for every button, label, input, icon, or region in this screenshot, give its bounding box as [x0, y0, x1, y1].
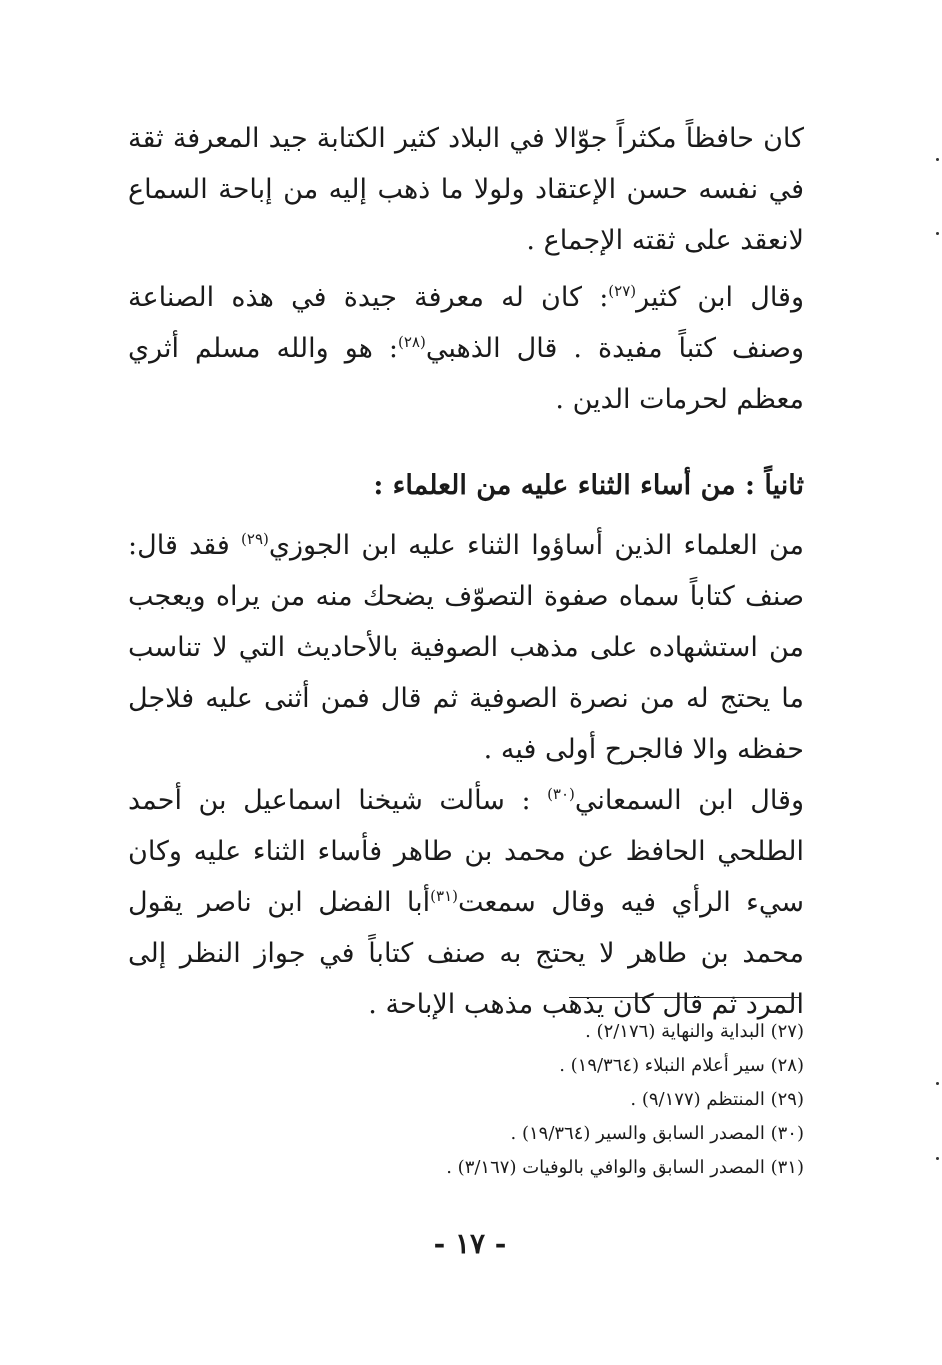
- footnote-30: (٣٠) المصدر السابق والسير (١٩/٣٦٤) .: [510, 1123, 804, 1144]
- footnotes: [300, 1015, 804, 1185]
- paragraph-2-text-3: : هو والله مسلم أثري معظم لحرمات الدين .: [128, 333, 804, 415]
- paragraph-3: [128, 520, 864, 775]
- footnote-ref-30: (٣٠): [547, 785, 575, 803]
- footnote-ref-29: (٢٩): [241, 530, 269, 548]
- footnote-27: (٢٧) البداية والنهاية (٢/١٧٦) .: [585, 1021, 804, 1042]
- paragraph-2-text-2: : كان له معرفة جيدة في هذه الصناعة وصنف كتباً مفيدة . قال الذهبي: [128, 282, 804, 364]
- footnote-28: (٢٨) سير أعلام النبلاء (١٩/٣٦٤) .: [559, 1055, 804, 1076]
- margin-mark: [936, 158, 939, 161]
- paragraph-4-text-2: : سألت شيخنا اسماعيل بن أحمد الطلحي الحافظ عن محمد بن طاهر فأساء الثناء عليه وكان سيء الرأي فيه وقال سمعت: [128, 785, 804, 918]
- margin-mark: [936, 232, 939, 235]
- section-heading: ثانياً : من أساء الثناء عليه من العلماء :: [373, 470, 804, 501]
- footnote-29: (٢٩) المنتظم (٩/١٧٧) .: [630, 1089, 804, 1110]
- paragraph-4: [128, 775, 864, 1030]
- page-number: - ١٧ -: [433, 1227, 507, 1260]
- paragraph-2: [128, 272, 864, 425]
- footnote-ref-31: (٣١): [430, 887, 459, 905]
- paragraph-1-text: كان حافظاً مكثراً جوّالا في البلاد كثير الكتابة جيد المعرفة ثقة في نفسه حسن الإعتقاد ولولا ما ذهب إليه من إباحة السماع لانعقد على ثقته الإجماع .: [128, 123, 804, 256]
- paragraph-2-text-1: وقال ابن كثير: [636, 282, 804, 313]
- margin-mark: [936, 1157, 939, 1160]
- paragraph-1: [128, 113, 864, 266]
- paragraph-4-text-3: أبا الفضل ابن ناصر يقول محمد بن طاهر لا يحتج به صنف كتاباً في جواز النظر إلى المرد ثم قال كان يذهب مذهب الإباحة .: [128, 887, 804, 1020]
- paragraph-3-text-1: من العلماء الذين أساؤوا الثناء عليه ابن الجوزي: [268, 530, 805, 561]
- footnote-31: (٣١) المصدر السابق والوافي بالوفيات (٣/١٦٧) .: [446, 1157, 804, 1178]
- footnote-separator: [569, 997, 801, 998]
- footnote-ref-28: (٢٨): [397, 333, 426, 351]
- margin-mark: [936, 1082, 939, 1085]
- paragraph-4-text-1: وقال ابن السمعاني: [574, 785, 804, 816]
- footnote-ref-27: (٢٧): [608, 282, 637, 300]
- paragraph-3-text-2: فقد قال: صنف كتاباً سماه صفوة التصوّف يضحك منه من يراه ويعجب من استشهاده على مذهب الصوفية بالأحاديث التي لا تناسب ما يحتج له من نصرة الصوفية ثم قال فمن أثنى عليه فلاجل حفظه والا فالجرح أولى فيه .: [128, 530, 804, 765]
